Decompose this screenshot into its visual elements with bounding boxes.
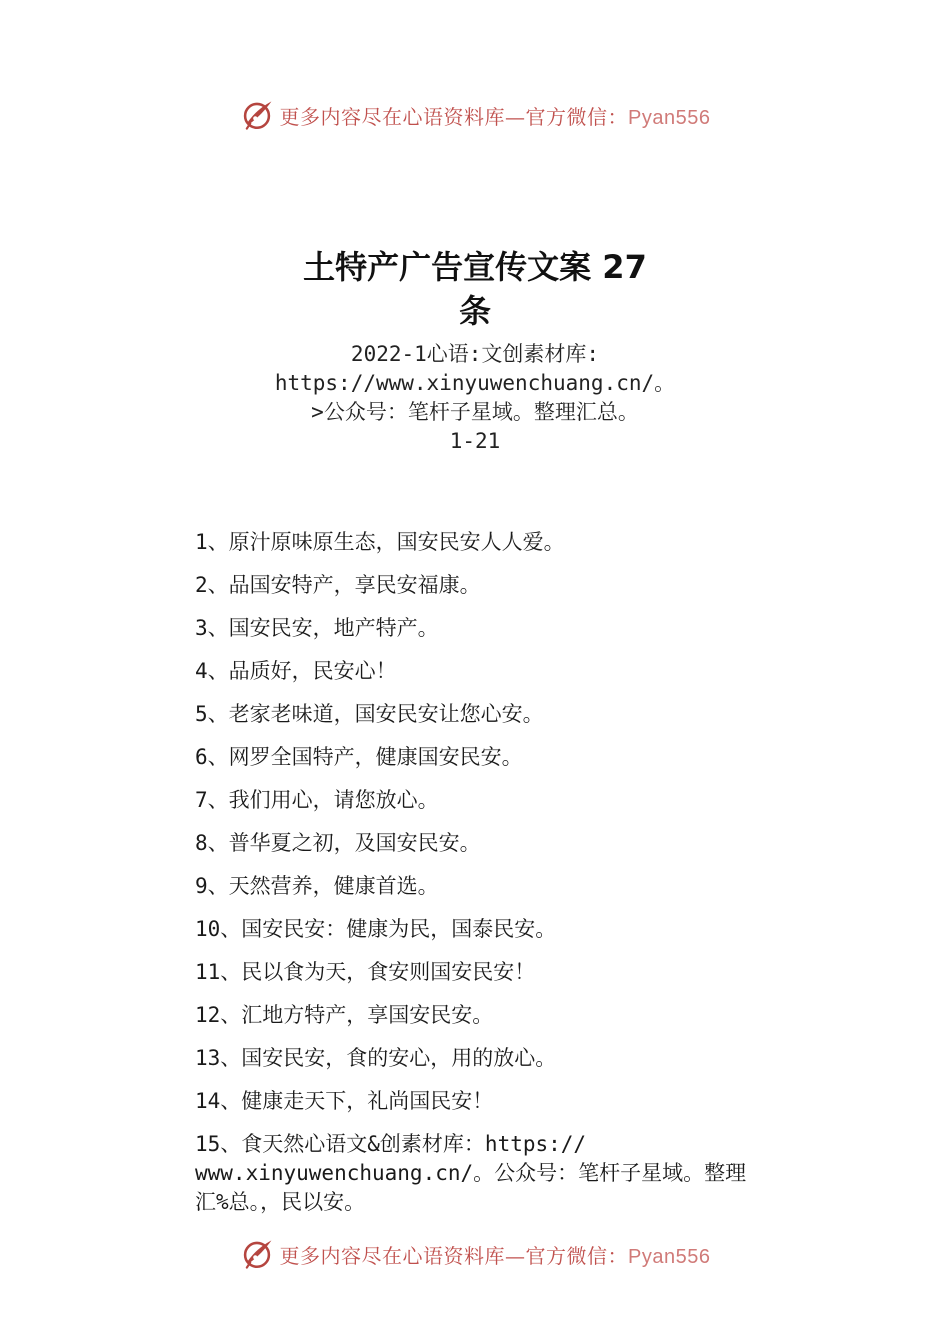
quill-logo-icon — [240, 1237, 274, 1271]
banner-wechat-id: Pyan556 — [628, 106, 711, 129]
list-item: 5、老家老味道，国安民安让您心安。 — [195, 702, 544, 726]
quill-logo-icon — [240, 98, 274, 132]
banner-text: 更多内容尽在心语资料库—官方微信：Pyan556 — [279, 1243, 711, 1268]
list-item: 9、天然营养，健康首选。 — [195, 874, 439, 898]
list-item-15 — [195, 1130, 815, 1217]
subtitle-line-1: 2022-1心语:文创素材库: — [350, 342, 600, 366]
list-item: 8、普华夏之初，及国安民安。 — [195, 831, 481, 855]
list-item: 11、民以食为天，食安则国安民安！ — [195, 960, 536, 984]
item15-line-1: 15、食天然心语文&创素材库：https:// — [195, 1132, 587, 1156]
subtitle-line-2: https://www.xinyuwenchuang.cn/。 — [274, 371, 676, 395]
document-subtitle — [0, 340, 950, 456]
list-item: 4、品质好，民安心！ — [195, 659, 397, 683]
list-item: 7、我们用心，请您放心。 — [195, 788, 439, 812]
title-line-1: 土特产广告宣传文案 27 — [303, 248, 647, 286]
list-item: 12、汇地方特产，享国安民安。 — [195, 1003, 494, 1027]
item15-line-2: www.xinyuwenchuang.cn/。公众号：笔杆子星域。整理 — [195, 1161, 747, 1185]
subtitle-line-3: >公众号：笔杆子星域。整理汇总。 — [311, 400, 639, 424]
list-item: 2、品国安特产，享民安福康。 — [195, 573, 481, 597]
subtitle-line-4: 1-21 — [449, 429, 501, 453]
header-banner — [0, 95, 950, 135]
slogan-list — [195, 522, 815, 1217]
list-item: 6、网罗全国特产，健康国安民安。 — [195, 745, 523, 769]
list-item: 14、健康走天下，礼尚国民安！ — [195, 1089, 494, 1113]
list-item: 1、原汁原味原生态，国安民安人人爱。 — [195, 530, 565, 554]
title-line-2: 条 — [458, 292, 491, 330]
list-item: 3、国安民安，地产特产。 — [195, 616, 439, 640]
list-item: 10、国安民安：健康为民，国泰民安。 — [195, 917, 557, 941]
banner-text: 更多内容尽在心语资料库—官方微信：Pyan556 — [279, 104, 711, 129]
footer-banner — [0, 1234, 950, 1274]
document-title — [0, 245, 950, 333]
item15-line-3: 汇%总。，民以安。 — [195, 1190, 366, 1214]
list-item: 13、国安民安，食的安心，用的放心。 — [195, 1046, 557, 1070]
banner-wechat-id: Pyan556 — [628, 1245, 711, 1268]
